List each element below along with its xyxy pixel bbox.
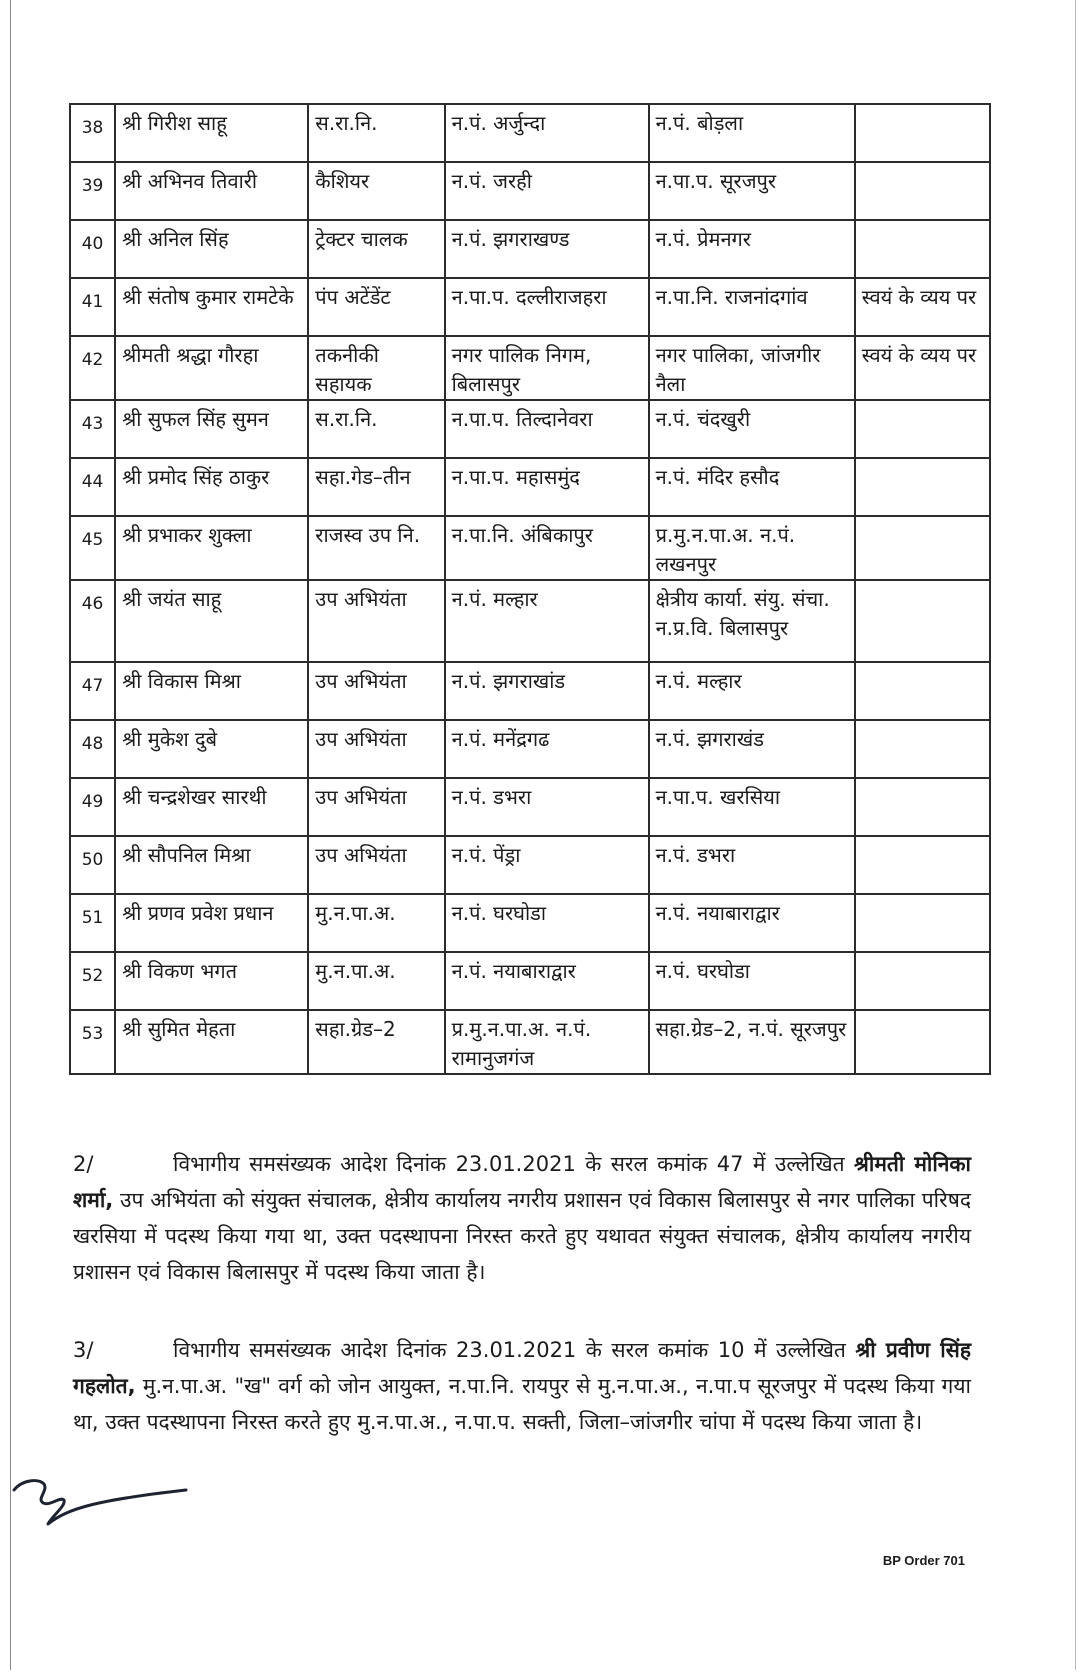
current-posting-cell: न.पा.नि. अंबिकापुर [445,516,649,580]
serial-number-cell: 38 [70,104,115,162]
current-posting-cell: न.पं. अर्जुन्दा [445,104,649,162]
table-row [70,220,990,278]
new-posting-cell: सहा.ग्रेड–2, न.पं. सूरजपुर [649,1010,855,1074]
remarks-cell [855,662,990,720]
current-posting-cell: न.पा.प. महासमुंद [445,458,649,516]
current-posting-cell: न.पं. मनेंद्रगढ [445,720,649,778]
new-posting-cell: न.पं. डभरा [649,836,855,894]
serial-number-cell: 41 [70,278,115,336]
new-posting-cell: न.पं. घरघोडा [649,952,855,1010]
new-posting-cell: क्षेत्रीय कार्या. संयु. संचा. न.प्र.वि. बिलासपुर [649,580,855,662]
current-posting-cell: न.पा.प. दल्लीराजहरा [445,278,649,336]
serial-number-cell: 53 [70,1010,115,1074]
new-posting-cell: न.पं. मंदिर हसौद [649,458,855,516]
remarks-cell [855,220,990,278]
employee-name-cell: श्रीमती श्रद्धा गौरहा [115,336,308,400]
serial-number-cell: 40 [70,220,115,278]
remarks-cell: स्वयं के व्यय पर [855,336,990,400]
remarks-cell [855,580,990,662]
new-posting-cell: प्र.मु.न.पा.अ. न.पं. लखनपुर [649,516,855,580]
table-row [70,836,990,894]
paragraph-3-text-b: मु.न.पा.अ. "ख" वर्ग को जोन आयुक्त, न.पा.नि. रायपुर से मु.न.पा.अ., न.पा.प सूरजपुर में पदस्थ किया गया था, उक्त पदस्थापना निरस्त करते हुए मु.न.पा.अ., न.पा.प. सक्ती, जिला–जांजगीर चांपा में पदस्थ किया जाता है। [73,1374,971,1434]
paragraph-3-text-a: विभागीय समसंख्यक आदेश दिनांक 23.01.2021 के सरल कमांक 10 में उल्लेखित [173,1338,856,1362]
designation-cell: तकनीकी सहायक [308,336,444,400]
current-posting-cell: न.पं. जरही [445,162,649,220]
remarks-cell [855,104,990,162]
employee-name-cell: श्री सुफल सिंह सुमन [115,400,308,458]
serial-number-cell: 43 [70,400,115,458]
table-row [70,278,990,336]
serial-number-cell: 51 [70,894,115,952]
serial-number-cell: 42 [70,336,115,400]
current-posting-cell: न.पं. झगराखांड [445,662,649,720]
designation-cell: उप अभियंता [308,778,444,836]
serial-number-cell: 45 [70,516,115,580]
designation-cell: सहा.गेड–तीन [308,458,444,516]
new-posting-cell: न.पं. बोड़ला [649,104,855,162]
current-posting-cell: नगर पालिक निगम, बिलासपुर [445,336,649,400]
paragraph-3 [73,1332,971,1440]
table-row [70,400,990,458]
designation-cell: राजस्व उप नि. [308,516,444,580]
paragraph-2-number: 2/ [73,1152,94,1176]
new-posting-cell: न.पं. चंदखुरी [649,400,855,458]
serial-number-cell: 44 [70,458,115,516]
serial-number-cell: 49 [70,778,115,836]
paragraph-2-text-b: उप अभियंता को संयुक्त संचालक, क्षेत्रीय कार्यालय नगरीय प्रशासन एवं विकास बिलासपुर से नगर पालिका परिषद खरसिया में पदस्थ किया गया था, उक्त पदस्थापना निरस्त करते हुए यथावत संयुक्त संचालक, क्षेत्रीय कार्यालय नगरीय प्रशासन एवं विकास बिलासपुर में पदस्थ किया जाता है। [73,1188,971,1284]
serial-number-cell: 47 [70,662,115,720]
employee-name-cell: श्री संतोष कुमार रामटेके [115,278,308,336]
current-posting-cell: न.पं. मल्हार [445,580,649,662]
remarks-cell [855,952,990,1010]
current-posting-cell: न.पं. घरघोडा [445,894,649,952]
employee-name-cell: श्री अभिनव तिवारी [115,162,308,220]
designation-cell: पंप अटेंडेंट [308,278,444,336]
employee-name-cell: श्री विकास मिश्रा [115,662,308,720]
employee-name-cell: श्री प्रभाकर शुक्ला [115,516,308,580]
table-row [70,894,990,952]
table-row [70,336,990,400]
employee-name-cell: श्री अनिल सिंह [115,220,308,278]
table-row [70,662,990,720]
employee-name-cell: श्री गिरीश साहू [115,104,308,162]
new-posting-cell: न.पा.नि. राजनांदगांव [649,278,855,336]
current-posting-cell: न.पं. झगराखण्ड [445,220,649,278]
remarks-cell [855,516,990,580]
designation-cell: उप अभियंता [308,836,444,894]
designation-cell: उप अभियंता [308,580,444,662]
remarks-cell [855,778,990,836]
designation-cell: कैशियर [308,162,444,220]
paragraph-2-text-a: विभागीय समसंख्यक आदेश दिनांक 23.01.2021 के सरल कमांक 47 में उल्लेखित [173,1152,855,1176]
table-row [70,162,990,220]
employee-name-cell: श्री चन्द्रशेखर सारथी [115,778,308,836]
employee-name-cell: श्री सुमित मेहता [115,1010,308,1074]
serial-number-cell: 50 [70,836,115,894]
table-row [70,104,990,162]
current-posting-cell: प्र.मु.न.पा.अ. न.पं. रामानुजगंज [445,1010,649,1074]
table-row [70,516,990,580]
table-row [70,1010,990,1074]
employee-name-cell: श्री मुकेश दुबे [115,720,308,778]
new-posting-cell: न.पं. झगराखंड [649,720,855,778]
designation-cell: स.रा.नि. [308,400,444,458]
new-posting-cell: न.पा.प. सूरजपुर [649,162,855,220]
designation-cell: सहा.ग्रेड–2 [308,1010,444,1074]
new-posting-cell: न.पं. प्रेमनगर [649,220,855,278]
designation-cell: ट्रेक्टर चालक [308,220,444,278]
table-row [70,720,990,778]
employee-name-cell: श्री प्रमोद सिंह ठाकुर [115,458,308,516]
employee-name-cell: श्री प्रणव प्रवेश प्रधान [115,894,308,952]
table-row [70,952,990,1010]
current-posting-cell: न.पं. डभरा [445,778,649,836]
paragraph-2 [73,1146,971,1290]
remarks-cell [855,894,990,952]
footer-order-code: BP Order 701 [882,1553,965,1568]
current-posting-cell: न.पं. नयाबाराद्वार [445,952,649,1010]
remarks-cell [855,458,990,516]
table-row [70,778,990,836]
employee-name-cell: श्री विकण भगत [115,952,308,1010]
paragraph-3-number: 3/ [73,1338,94,1362]
serial-number-cell: 52 [70,952,115,1010]
employee-name-cell: श्री सौपनिल मिश्रा [115,836,308,894]
designation-cell: मु.न.पा.अ. [308,952,444,1010]
designation-cell: मु.न.पा.अ. [308,894,444,952]
remarks-cell: स्वयं के व्यय पर [855,278,990,336]
table-row [70,458,990,516]
remarks-cell [855,162,990,220]
current-posting-cell: न.पा.प. तिल्दानेवरा [445,400,649,458]
remarks-cell [855,836,990,894]
current-posting-cell: न.पं. पेंड्रा [445,836,649,894]
transfer-table-body [70,104,990,1074]
serial-number-cell: 46 [70,580,115,662]
paragraph-3-bold-name: श्री प्रवीण सिंह गहलोत, [73,1338,971,1398]
designation-cell: उप अभियंता [308,662,444,720]
new-posting-cell: नगर पालिका, जांजगीर नैला [649,336,855,400]
employee-name-cell: श्री जयंत साहू [115,580,308,662]
paragraph-2-bold-name: श्रीमती मोनिका शर्मा, [73,1152,971,1212]
remarks-cell [855,720,990,778]
transfer-table [69,103,991,1075]
new-posting-cell: न.पं. नयाबाराद्वार [649,894,855,952]
designation-cell: उप अभियंता [308,720,444,778]
new-posting-cell: न.पा.प. खरसिया [649,778,855,836]
designation-cell: स.रा.नि. [308,104,444,162]
remarks-cell [855,400,990,458]
remarks-cell [855,1010,990,1074]
serial-number-cell: 48 [70,720,115,778]
serial-number-cell: 39 [70,162,115,220]
signature-mark [8,1468,188,1538]
table-row [70,580,990,662]
new-posting-cell: न.पं. मल्हार [649,662,855,720]
